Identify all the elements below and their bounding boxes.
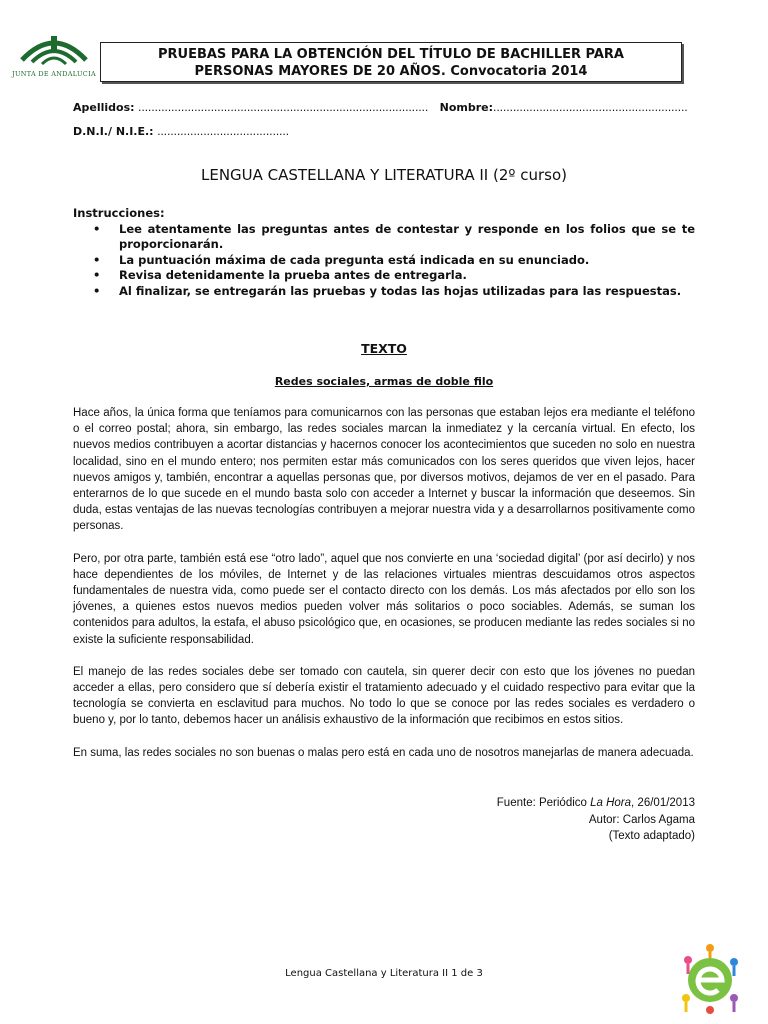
instruction-item: • Lee atentamente las preguntas antes de contestar y responde en los folios que se te proporcionarán. (119, 222, 695, 253)
source-line (497, 795, 695, 812)
junta-andalucia-emblem-icon (12, 30, 96, 70)
source-note: (Texto adaptado) (608, 830, 695, 842)
source-publication: La Hora (590, 797, 632, 809)
page-footer: Lengua Castellana y Literatura II 1 de 3 (285, 968, 483, 979)
source-author: Autor: Carlos Agama (588, 813, 695, 826)
exam-header-box (100, 42, 682, 82)
apellidos-nombre-row (73, 101, 688, 114)
text-body (73, 405, 695, 777)
instructions-block (73, 206, 695, 299)
source-date: , 26/01/2013 (631, 797, 695, 809)
header-line-2: PERSONAS MAYORES DE 20 AÑOS. Convocatoria 2014 (194, 64, 588, 79)
apellidos-label: Apellidos: (73, 101, 135, 114)
text-paragraph: Hace años, la única forma que teníamos para comunicarnos con las personas que estaban lejos era mediante el teléfono o el correo postal; ahora, sin embargo, las redes sociales marcan la inmediatez y la cercanía virtual. En efecto, los nuevos medios contribuyen a acortar distancias y hacernos conocer los acontecimientos que suceden no solo en nuestra localidad, sino en el mundo entero; nos permiten estar más comunicados con los seres queridos que viven lejos, hacer nuevos amigos y, también, encontrar a aquellas personas que, por diversos motivos, dejamos de ver en el pasado. Para enterarnos de lo que sucede en el mundo basta solo con acceder a Internet y buscar la información que deseemos. Sin duda, estas ventajas de las nuevas tecnologías contribuyen a mejorar nuestra vida y a desarrollarnos positivamente como personas. (73, 407, 695, 533)
adult-education-e-logo (676, 940, 744, 1016)
instruction-item: • Revisa detenidamente la prueba antes de entregarla. (119, 268, 695, 284)
text-paragraph: El manejo de las redes sociales debe ser tomado con cautela, sin querer decir con esto que los jóvenes no puedan acceder a ellas, pero considero que sí debería existir el tratamiento adecuado y el cuidado respectivo para evitar que la tecnología se convierta en esclavitud para muchos. No todo lo que se conoce por las redes sociales es verdadero o bueno y, por lo tanto, debemos hacer un análisis exhaustivo de la información que recibimos en estos sitios. (73, 665, 695, 727)
apellidos-field[interactable]: ........................................................................................ (138, 101, 429, 114)
source-prefix: Fuente: Periódico (496, 797, 591, 809)
junta-andalucia-logo (12, 30, 96, 82)
dni-label: D.N.I./ N.I.E.: (73, 125, 154, 138)
header-line-1: PRUEBAS PARA LA OBTENCIÓN DEL TÍTULO DE BACHILLER PARA (157, 47, 624, 62)
instruction-item: • La puntuación máxima de cada pregunta está indicada en su enunciado. (119, 253, 695, 269)
nombre-field[interactable]: ........................................................... (493, 101, 688, 114)
instruction-item: • Al finalizar, se entregarán las pruebas y todas las hojas utilizadas para las respuestas. (119, 284, 695, 300)
logo-caption: JUNTA DE ANDALUCIA (12, 70, 96, 78)
text-paragraph: Pero, por otra parte, también está ese “otro lado”, aquel que nos convierte en una ‘sociedad digital’ (por así decirlo) y nos hace dependientes de los móviles, de Internet y de las relaciones virtuales mientras descuidamos otros aspectos fundamentales de nuestra vida, como puede ser el contacto directo con los demás. Los más afectados por ello son los jóvenes, a quienes estos nuevos medios pueden volver más solitarios o poco sociables. Además, se suman los contenidos para adultos, la estafa, el abuso psicológico que, en ocasiones, se producen mediante las redes sociales si no existe la suficiente responsabilidad. (73, 552, 695, 646)
text-subtitle: Redes sociales, armas de doble filo (274, 375, 494, 388)
instructions-list (73, 222, 695, 300)
dni-row (73, 125, 289, 138)
dni-field[interactable]: ........................................ (157, 125, 289, 138)
source-block (497, 795, 695, 845)
nombre-label: Nombre: (439, 101, 494, 114)
exam-title: LENGUA CASTELLANA Y LITERATURA II (2º curso) (200, 166, 567, 184)
instructions-title: Instrucciones: (73, 206, 165, 220)
text-heading: TEXTO (361, 341, 407, 356)
e-logo-icon (676, 940, 744, 1016)
text-paragraph: En suma, las redes sociales no son buenas o malas pero está en cada uno de nosotros manejarlas de manera adecuada. (73, 746, 694, 759)
